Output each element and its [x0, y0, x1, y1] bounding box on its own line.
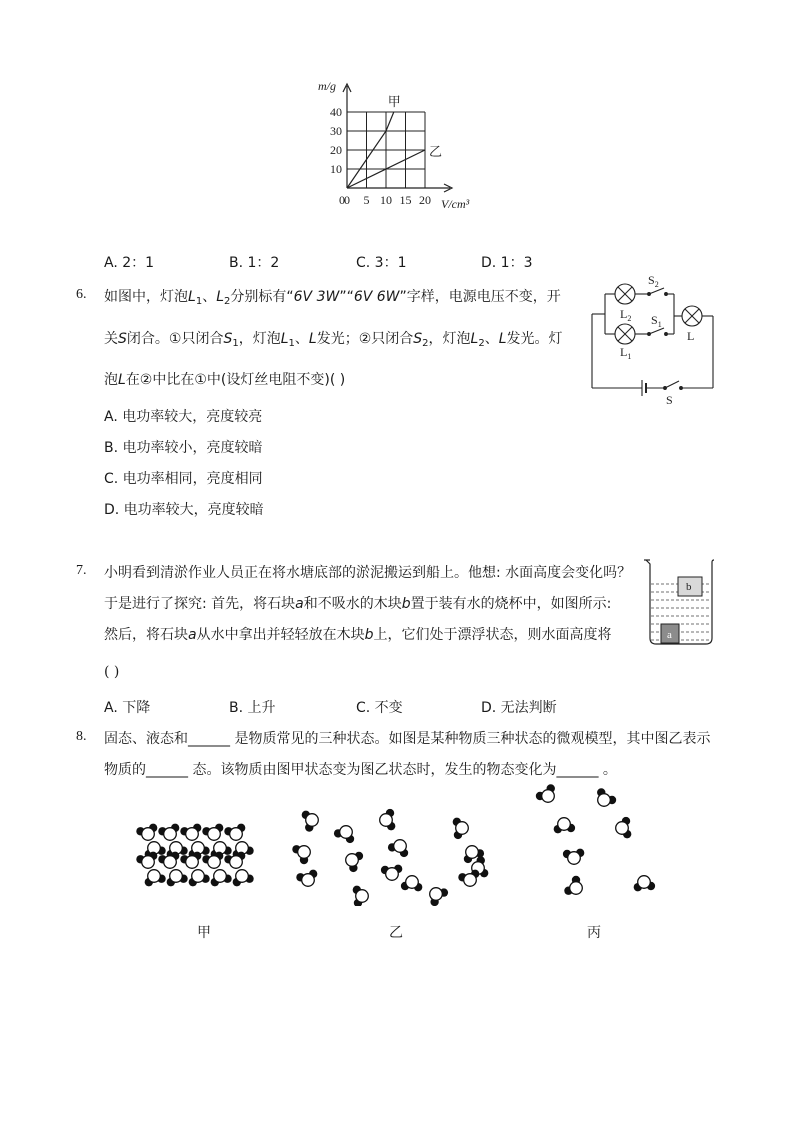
atom-white: [164, 828, 177, 841]
atom-white: [456, 822, 469, 835]
atom-white: [142, 828, 155, 841]
q7-line-1: 小明看到清淤作业人员正在将水塘底部的淤泥搬运到船上。他想: 水面高度会变化吗？: [104, 565, 632, 581]
q8-caption-gas: 丙: [587, 925, 601, 941]
atom-white: [230, 856, 243, 869]
atom-white: [306, 814, 319, 827]
q8-number: 8.: [76, 729, 87, 744]
y-axis-label: m/g: [318, 79, 336, 93]
water-molecule: [202, 824, 223, 841]
water-molecule: [401, 876, 422, 892]
atom-white: [236, 870, 249, 883]
q6-number: 6.: [76, 287, 87, 302]
atom-white: [406, 876, 419, 889]
q8-blank-2: ______: [146, 762, 188, 778]
atom-white: [394, 840, 407, 853]
atom-white: [570, 882, 583, 895]
q8-line-1: 固态、液态和______ 是物质常见的三种状态。如图是某种物质三种状态的微观模型，其中图乙表示: [104, 731, 711, 747]
atom-white: [466, 846, 479, 859]
series-label-1: 乙: [429, 144, 443, 159]
q5-option-d[interactable]: D. 1：3: [481, 255, 533, 271]
water-molecule: [211, 870, 232, 887]
atom-white: [208, 828, 221, 841]
q7-option-a[interactable]: A. 下降: [104, 700, 151, 716]
atom-white: [148, 870, 161, 883]
atom-white: [464, 874, 477, 887]
svg-text:L1: $L_1$: [620, 345, 632, 361]
water-molecule: [233, 870, 254, 887]
water-molecule: [380, 809, 396, 830]
water-molecule: [453, 818, 469, 839]
atom-white: [430, 888, 443, 901]
atom-white: [380, 814, 393, 827]
atom-white: [214, 870, 227, 883]
q5-option-b[interactable]: B. 1：2: [229, 255, 280, 271]
svg-text:L2: $L_2$: [620, 307, 632, 323]
atom-white: [302, 874, 315, 887]
series-label-0: 甲: [387, 94, 401, 109]
q7-beaker-diagram: [642, 556, 718, 648]
atom-white: [230, 828, 243, 841]
atom-white: [186, 856, 199, 869]
q6-option-d[interactable]: D. 电功率较大，亮度较暗: [104, 502, 264, 518]
y-tick-label: 10: [330, 162, 342, 176]
q8-gas-model: [534, 782, 664, 910]
water-molecule: [353, 886, 369, 906]
water-molecule: [634, 876, 655, 892]
atom-white: [568, 852, 581, 865]
svg-text:a: a: [667, 629, 672, 641]
atom-white: [616, 822, 629, 835]
atom-white: [598, 794, 611, 807]
atom-white: [558, 818, 571, 831]
q8-caption-solid: 甲: [197, 925, 211, 941]
q7-line-3: 然后，将石块a从水中拿出并轻轻放在木块b上，它们处于漂浮状态，则水面高度将: [104, 627, 612, 643]
water-molecule: [292, 845, 310, 864]
x-tick-label: 20: [419, 193, 431, 207]
water-molecule: [458, 870, 479, 887]
x-axis-label: V/cm³: [441, 197, 470, 211]
atom-white: [208, 856, 221, 869]
x-tick-label: 15: [399, 193, 412, 207]
origin-label: 0: [339, 193, 345, 207]
x-tick-label: 0: [344, 193, 350, 207]
q7-option-b[interactable]: B. 上升: [229, 700, 276, 716]
svg-text:S: S: [666, 393, 673, 407]
atom-white: [142, 856, 155, 869]
water-molecule: [158, 824, 179, 841]
q7-line-2: 于是进行了探究: 首先，将石块a和不吸水的木块b置于装有水的烧杯中，如图所示:: [104, 596, 612, 612]
svg-text:S2: $S_2$: [648, 274, 659, 289]
q8-caption-liquid: 乙: [389, 925, 403, 941]
water-molecule: [180, 824, 201, 841]
q6-line-3: 泡L在②中比在①中(设灯丝电阻不变)( ): [104, 372, 346, 388]
q8-blank-1: ______: [188, 731, 230, 747]
atom-white: [386, 868, 399, 881]
water-molecule: [224, 824, 245, 841]
q8-blank-3: ______: [556, 762, 599, 778]
water-molecule: [381, 865, 402, 881]
x-tick-label: 10: [380, 193, 392, 207]
q5-option-a[interactable]: A. 2：1: [104, 255, 155, 271]
atom-white: [542, 790, 555, 803]
q6-circuit-diagram: [588, 274, 718, 408]
water-molecule: [189, 870, 210, 887]
y-tick-label: 40: [330, 105, 342, 119]
water-molecule: [430, 888, 448, 906]
water-molecule: [536, 784, 555, 802]
water-molecule: [296, 870, 317, 887]
q7-line-4: ( ): [104, 664, 120, 680]
atom-white: [192, 870, 205, 883]
q5-option-c[interactable]: C. 3：1: [356, 255, 407, 271]
water-molecule: [564, 876, 582, 895]
atom-white: [298, 846, 311, 859]
q8-solid-model: [130, 822, 256, 888]
q8-liquid-model: [290, 806, 500, 906]
atom-white: [340, 826, 353, 839]
atom-white: [638, 876, 651, 889]
water-molecule: [554, 818, 575, 834]
atom-white: [170, 870, 183, 883]
svg-text:S1: $S_1$: [651, 313, 662, 329]
q6-line-2: 关S闭合。①只闭合$S_1$，灯泡$L_1$、L发光；②只闭合$S_2$，灯泡$L_2$、L发光。灯: [104, 331, 563, 349]
water-molecule: [334, 826, 354, 843]
water-molecule: [597, 788, 616, 806]
q7-option-c[interactable]: C. 不变: [356, 700, 403, 716]
q6-option-c[interactable]: C. 电功率相同，亮度相同: [104, 471, 263, 487]
atom-white: [164, 856, 177, 869]
q7-number: 7.: [76, 563, 87, 578]
atom-white: [356, 890, 369, 903]
water-molecule: [145, 870, 166, 887]
svg-text:L: L: [687, 329, 695, 343]
q6-line-1: 如图中，灯泡$L_1$、$L_2$分别标有“6V 3W”“6V 6W”字样，电源电压不变，开: [104, 289, 561, 307]
x-tick-label: 5: [363, 193, 370, 207]
q6-option-a[interactable]: A. 电功率较大，亮度较亮: [104, 409, 263, 425]
water-molecule: [616, 817, 632, 838]
atom-white: [186, 828, 199, 841]
y-tick-label: 30: [330, 124, 342, 138]
q8-line-2: 物质的______ 态。该物质由图甲状态变为图乙状态时，发生的物态变化为______ 。: [104, 762, 617, 778]
water-molecule: [302, 811, 319, 832]
q7-option-d[interactable]: D. 无法判断: [481, 700, 557, 716]
q5-mass-volume-chart: [310, 78, 490, 218]
atom-white: [346, 854, 359, 867]
water-molecule: [346, 852, 363, 872]
q6-option-b[interactable]: B. 电功率较小，亮度较暗: [104, 440, 263, 456]
y-tick-label: 20: [330, 143, 342, 157]
svg-text:b: b: [686, 581, 692, 593]
water-molecule: [388, 840, 408, 857]
water-molecule: [167, 870, 188, 887]
water-molecule: [136, 824, 157, 841]
water-molecule: [563, 849, 584, 865]
